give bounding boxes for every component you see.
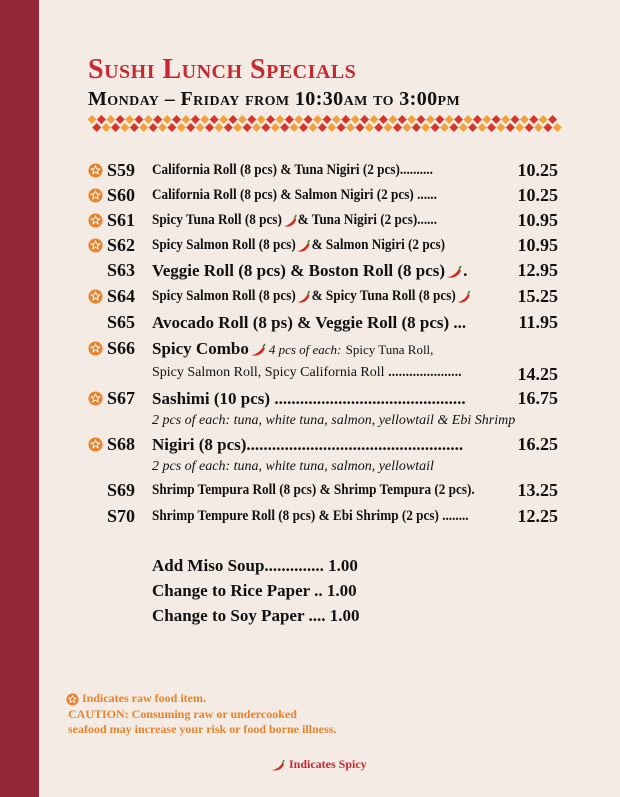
diamond-shape — [529, 115, 538, 124]
diamond-shape — [106, 115, 115, 124]
diamond-shape — [327, 123, 336, 132]
item-code: S69 — [107, 480, 136, 500]
item-description-part: Spicy Salmon Roll (8 pcs) — [152, 288, 296, 304]
diamond-shape — [163, 115, 172, 124]
item-description-part: . — [463, 261, 468, 280]
item-code: S66 — [107, 338, 136, 358]
diamond-shape — [233, 123, 242, 132]
item-price: 10.25 — [517, 185, 558, 205]
diamond-shape — [464, 115, 473, 124]
diamond-shape — [167, 123, 176, 132]
diamond-shape — [294, 115, 303, 124]
spicy-legend — [270, 757, 367, 772]
diamond-shape — [205, 123, 214, 132]
diamond-shape — [525, 123, 534, 132]
diamond-shape — [158, 123, 167, 132]
diamond-shape — [214, 123, 223, 132]
addon-soy-paper: Change to Soy Paper .... 1.00 — [152, 606, 360, 625]
diamond-shape — [398, 115, 407, 124]
diamond-shape — [186, 123, 195, 132]
diamond-shape — [243, 123, 252, 132]
diamond-shape — [313, 115, 322, 124]
diamond-shape — [426, 115, 435, 124]
diamond-shape — [341, 115, 350, 124]
diamond-shape — [454, 115, 463, 124]
page-subtitle: Monday – Friday from 10:30am to 3:00pm — [88, 88, 461, 110]
item-code: S65 — [107, 312, 136, 332]
item-continued — [152, 365, 462, 381]
diamond-shape — [351, 115, 360, 124]
diamond-shape — [135, 115, 144, 124]
diamond-shape — [120, 123, 129, 132]
item-description: California Roll (8 pcs) & Salmon Nigiri (2 pcs) ...... — [152, 187, 437, 203]
item-description-part: Spicy Combo — [152, 339, 249, 358]
diamond-shape — [92, 123, 101, 132]
diamond-shape — [144, 115, 153, 124]
raw-star-icon — [88, 163, 103, 178]
menu-item-s61 — [88, 210, 558, 234]
diamond-shape — [125, 115, 134, 124]
item-description-part: Spicy Tuna Roll (8 pcs) — [152, 212, 282, 228]
diamond-shape — [393, 123, 402, 132]
diamond-shape — [177, 123, 186, 132]
diamond-shape — [139, 123, 148, 132]
diamond-shape — [318, 123, 327, 132]
diamond-shape — [210, 115, 219, 124]
item-description-part: & Spicy Tuna Roll (8 pcs) — [311, 288, 456, 304]
addon-rice-paper: Change to Rice Paper .. 1.00 — [152, 581, 357, 600]
raw-star-icon — [88, 341, 103, 356]
chili-pepper-icon — [445, 265, 463, 279]
diamond-shape — [229, 115, 238, 124]
menu-item-s66 — [88, 338, 558, 362]
diamond-shape — [88, 115, 97, 124]
diamond-shape — [200, 115, 209, 124]
item-price: 10.25 — [517, 160, 558, 180]
item-description — [152, 261, 467, 281]
raw-legend — [66, 691, 206, 706]
diamond-shape — [459, 123, 468, 132]
diamond-shape — [247, 115, 256, 124]
item-code: S70 — [107, 506, 136, 526]
diamond-shape — [435, 115, 444, 124]
diamond-shape — [238, 115, 247, 124]
diamond-shape — [252, 123, 261, 132]
diamond-shape — [153, 115, 162, 124]
chili-pepper-icon — [296, 239, 312, 253]
diamond-shape — [191, 115, 200, 124]
item-price: 11.95 — [518, 312, 558, 332]
sidebar-band — [0, 0, 39, 797]
diamond-shape — [182, 115, 191, 124]
addon-miso-soup: Add Miso Soup.............. 1.00 — [152, 556, 358, 575]
menu-item-s68 — [88, 434, 558, 458]
item-code: S67 — [107, 388, 136, 408]
caution-line-1: CAUTION: Consuming raw or undercooked — [68, 707, 297, 721]
diamond-shape — [365, 123, 374, 132]
diamond-shape — [111, 123, 120, 132]
item-description: Shrimp Tempure Roll (8 pcs) & Ebi Shrimp (2 pcs) ........ — [152, 508, 469, 524]
chili-pepper-icon — [282, 214, 298, 228]
diamond-shape — [102, 123, 111, 132]
diamond-shape — [482, 115, 491, 124]
item-description-part: Spicy Salmon Roll (8 pcs) — [152, 237, 296, 253]
item-code: S64 — [107, 286, 136, 306]
item-description — [152, 288, 472, 305]
diamond-shape — [407, 115, 416, 124]
diamond-shape — [360, 115, 369, 124]
diamond-shape — [224, 123, 233, 132]
diamond-shape — [511, 115, 520, 124]
diamond-border — [86, 114, 562, 134]
item-continued-dots: ..................... — [388, 365, 462, 380]
chili-pepper-icon — [296, 290, 312, 304]
raw-star-icon — [88, 437, 103, 452]
item-code: S63 — [107, 260, 136, 280]
diamond-shape — [384, 123, 393, 132]
diamond-shape — [379, 115, 388, 124]
diamond-shape — [468, 123, 477, 132]
diamond-shape — [219, 115, 228, 124]
raw-star-icon — [88, 213, 103, 228]
diamond-shape — [548, 115, 557, 124]
menu-item-s63 — [88, 260, 558, 284]
item-detail: 2 pcs of each: tuna, white tuna, salmon, yellowtail & Ebi Shrimp — [152, 413, 516, 428]
diamond-shape — [553, 123, 562, 132]
diamond-shape — [257, 115, 266, 124]
item-price: 13.25 — [517, 480, 558, 500]
item-note-italic: 4 pcs of each: — [268, 342, 342, 357]
diamond-shape — [417, 115, 426, 124]
raw-star-icon — [66, 693, 79, 706]
item-note: Spicy Tuna Roll, — [345, 342, 434, 357]
item-price: 12.25 — [517, 506, 558, 526]
diamond-shape — [473, 115, 482, 124]
diamond-shape — [172, 115, 181, 124]
diamond-shape — [280, 123, 289, 132]
diamond-shape — [149, 123, 158, 132]
diamond-shape — [266, 115, 275, 124]
chili-pepper-icon — [249, 343, 267, 357]
menu-item-s62 — [88, 235, 558, 259]
menu-item-s70 — [88, 506, 558, 530]
item-description-part: & Salmon Nigiri (2 pcs) — [311, 237, 446, 253]
item-code: S59 — [107, 160, 136, 180]
chili-pepper-icon — [456, 290, 472, 304]
diamond-shape — [285, 115, 294, 124]
item-price: 12.95 — [517, 260, 558, 280]
diamond-shape — [97, 115, 106, 124]
diamond-shape — [196, 123, 205, 132]
item-description: Sashimi (10 pcs) ............................................. — [152, 389, 466, 408]
diamond-shape — [421, 123, 430, 132]
diamond-shape — [346, 123, 355, 132]
item-description-part: & Tuna Nigiri (2 pcs)...... — [297, 212, 438, 228]
diamond-shape — [388, 115, 397, 124]
diamond-shape — [534, 123, 543, 132]
diamond-shape — [261, 123, 270, 132]
raw-star-icon — [88, 188, 103, 203]
diamond-shape — [130, 123, 139, 132]
menu-item-s67 — [88, 388, 558, 412]
item-description: Shrimp Tempura Roll (8 pcs) & Shrimp Tempura (2 pcs). — [152, 482, 475, 498]
menu-item-s69 — [88, 480, 558, 504]
diamond-shape — [501, 115, 510, 124]
diamond-shape — [276, 115, 285, 124]
diamond-shape — [402, 123, 411, 132]
diamond-shape — [355, 123, 364, 132]
diamond-shape — [374, 123, 383, 132]
chili-pepper-icon — [270, 759, 286, 772]
diamond-shape — [496, 123, 505, 132]
item-price: 10.95 — [517, 210, 558, 230]
item-price: 16.75 — [517, 388, 558, 408]
item-code: S62 — [107, 235, 136, 255]
diamond-shape — [290, 123, 299, 132]
diamond-shape — [492, 115, 501, 124]
diamond-shape — [445, 115, 454, 124]
diamond-shape — [412, 123, 421, 132]
diamond-shape — [323, 115, 332, 124]
item-description — [152, 339, 433, 359]
page-title: Sushi Lunch Specials — [88, 54, 357, 85]
item-detail: 2 pcs of each: tuna, white tuna, salmon, yellowtail — [152, 459, 434, 474]
raw-star-icon — [88, 289, 103, 304]
diamond-shape — [308, 123, 317, 132]
spicy-legend-text: Indicates Spicy — [289, 757, 367, 771]
item-code: S68 — [107, 434, 136, 454]
item-description-part: Veggie Roll (8 pcs) & Boston Roll (8 pcs) — [152, 261, 446, 280]
caution-line-2: seafood may increase your risk or food borne illness. — [68, 722, 337, 736]
diamond-shape — [449, 123, 458, 132]
menu-item-s64 — [88, 286, 558, 310]
diamond-shape — [478, 123, 487, 132]
diamond-shape — [337, 123, 346, 132]
raw-star-icon — [88, 238, 103, 253]
diamond-shape — [299, 123, 308, 132]
menu-item-s59 — [88, 160, 558, 184]
diamond-shape — [543, 123, 552, 132]
item-continued-text: Spicy Salmon Roll, Spicy California Roll — [152, 365, 385, 380]
diamond-shape — [520, 115, 529, 124]
diamond-shape — [539, 115, 548, 124]
diamond-shape — [271, 123, 280, 132]
item-code: S60 — [107, 185, 136, 205]
item-description — [152, 237, 445, 254]
diamond-shape — [487, 123, 496, 132]
diamond-shape — [116, 115, 125, 124]
diamond-shape — [515, 123, 524, 132]
diamond-shape — [431, 123, 440, 132]
item-description: California Roll (8 pcs) & Tuna Nigiri (2 pcs).......... — [152, 162, 433, 178]
item-price: 14.25 — [517, 364, 558, 384]
item-price: 10.95 — [517, 235, 558, 255]
item-code: S61 — [107, 210, 136, 230]
item-price: 15.25 — [517, 286, 558, 306]
item-price: 16.25 — [517, 434, 558, 454]
menu-item-s65 — [88, 312, 558, 336]
item-description — [152, 212, 437, 229]
diamond-shape — [370, 115, 379, 124]
menu-item-s60 — [88, 185, 558, 209]
diamond-shape — [506, 123, 515, 132]
raw-legend-text: Indicates raw food item. — [82, 691, 206, 705]
item-description: Nigiri (8 pcs)................................................... — [152, 435, 464, 454]
diamond-shape — [304, 115, 313, 124]
diamond-shape — [440, 123, 449, 132]
item-description: Avocado Roll (8 ps) & Veggie Roll (8 pcs) ... — [152, 313, 467, 332]
raw-star-icon — [88, 391, 103, 406]
diamond-shape — [332, 115, 341, 124]
